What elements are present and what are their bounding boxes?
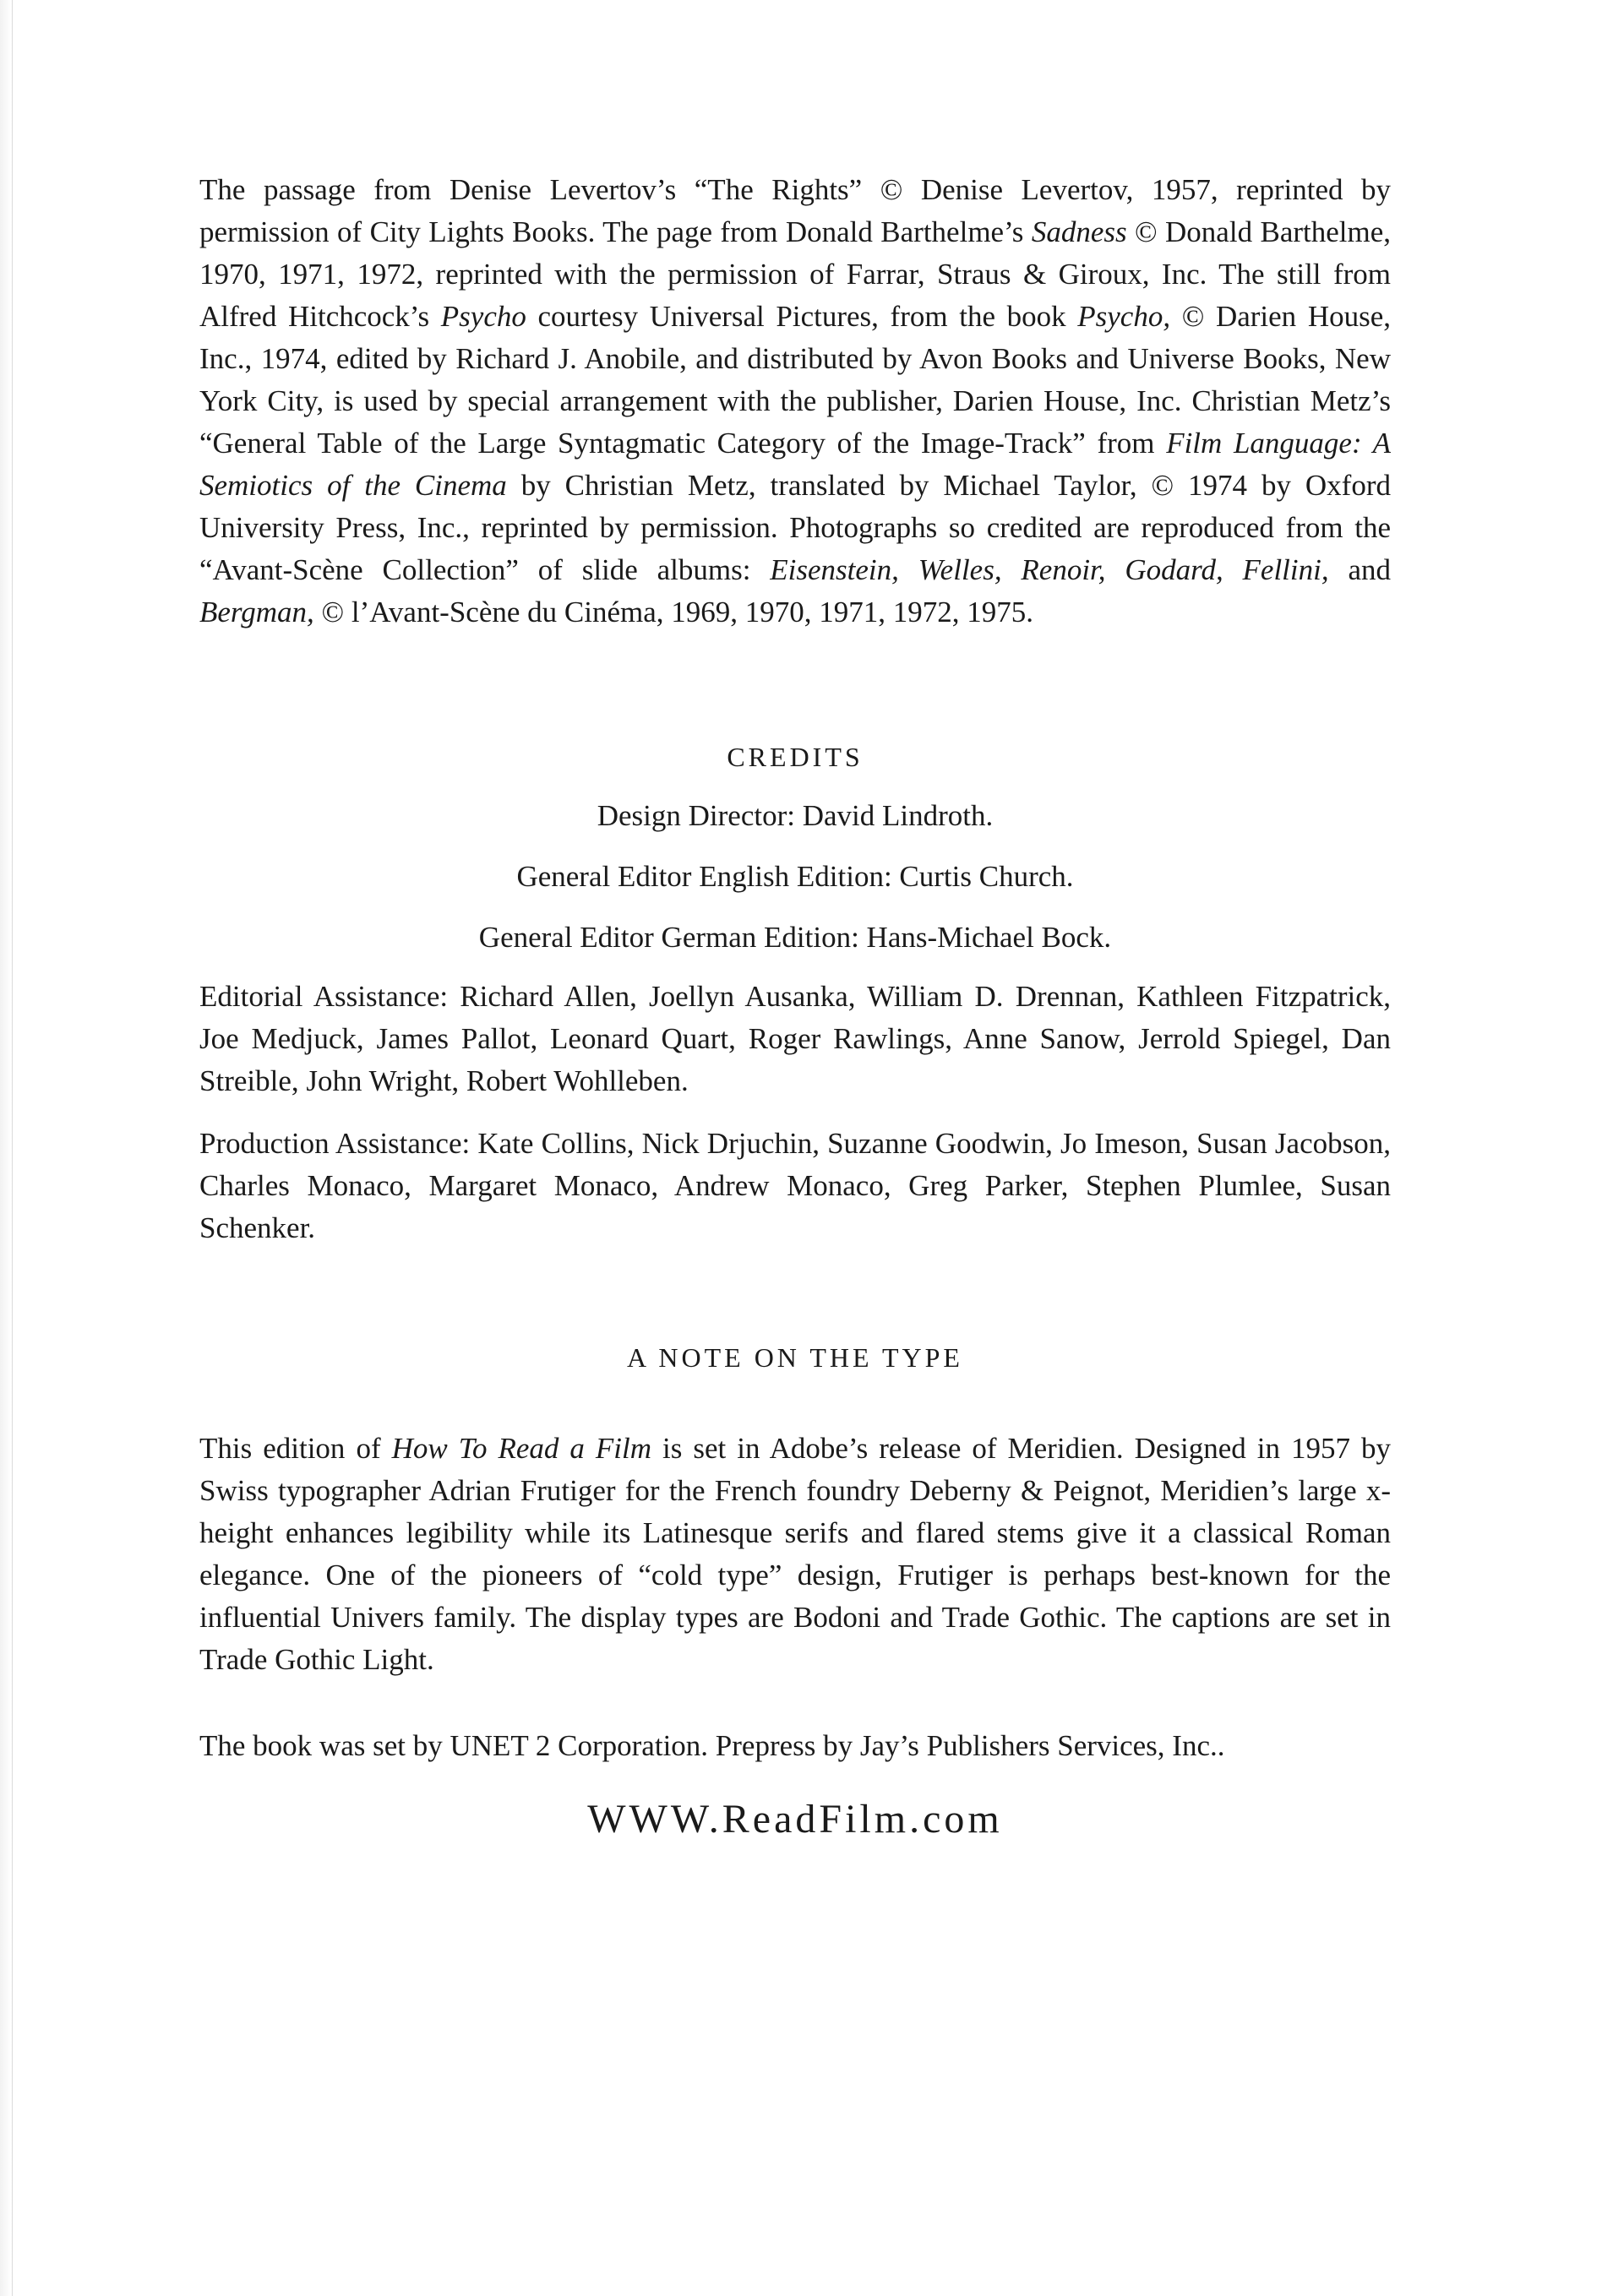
production-assistance: Production Assistance: Kate Collins, Nick Drjuchin, Suzanne Goodwin, Jo Imeson, Susan Jacobson, Charles Monaco, Margaret Monaco, Andrew Monaco, Greg Parker, Stephen Plumlee, Susan Schenker. [199, 1127, 1391, 1244]
colophon-page [199, 169, 1391, 1842]
typesetting-line: The book was set by UNET 2 Corporation. Prepress by Jay’s Publishers Services, Inc.. [199, 1729, 1225, 1762]
book-title: How To Read a Film [391, 1432, 652, 1465]
general-editor-german: General Editor German Edition: Hans-Michael Bock. [478, 921, 1112, 954]
permissions-paragraph: The passage from Denise Levertov’s “The Rights” © Denise Levertov, 1957, reprinted by permission of City Lights Books. The page from Donald Barthelme’s Sadness © Donald Barthelme, 1970, 1971, 1972, reprinted with the permission of Farrar, Straus & Giroux, Inc. The still from Alfred Hitchcock’s Psycho courtesy Universal Pictures, from the book Psycho, © Darien House, Inc., 1974, edited by Richard J. Anobile, and distributed by Avon Books and Universe Books, New York City, is used by special arrangement with the publisher, Darien House, Inc. Christian Metz’s “General Table of the Large Syntagmatic Category of the Image-Track” from Film Language: A Semiotics of the Cinema by Christian Metz, translated by Michael Taylor, © 1974 by Oxford University Press, Inc., reprinted by permission. Photographs so credited are reproduced from the “Avant-Scène Collection” of slide albums: Eisenstein, Welles, Renoir, Godard, Fellini, and Bergman, © l’Avant-Scène du Cinéma, 1969, 1970, 1971, 1972, 1975. [199, 173, 1392, 628]
website-url: WWW.ReadFilm.com [587, 1797, 1003, 1842]
credits-heading: CREDITS [727, 742, 864, 772]
title-psycho-book: Psycho, [1077, 300, 1171, 333]
title-film-language: Film Language: A Semiotics of the Cinema [199, 427, 1391, 502]
title-psycho: Psycho [440, 300, 526, 333]
type-note-paragraph: This edition of How To Read a Film is set in Adobe’s release of Meridien. Designed in 1957 by Swiss typographer Adrian Frutiger for the French foundry Deberny & Peignot, Meridien’s large x-height enhances legibility while its Latinesque serifs and flared stems give it a classical Roman elegance. One of the pioneers of “cold type” design, Frutiger is perhaps best-known for the influential Univers family. The display types are Bodoni and Trade Gothic. The captions are set in Trade Gothic Light. [199, 1432, 1392, 1676]
editorial-assistance: Editorial Assistance: Richard Allen, Joellyn Ausanka, William D. Drennan, Kathleen Fitzpatrick, Joe Medjuck, James Pallot, Leonard Quart, Roger Rawlings, Anne Sanow, Jerrold Spiegel, Dan Streible, John Wright, Robert Wohlleben. [199, 980, 1391, 1097]
design-director: Design Director: David Lindroth. [597, 799, 994, 832]
title-sadness: Sadness [1031, 215, 1127, 248]
scan-edge [0, 0, 13, 2296]
slide-album-titles: Eisenstein, Welles, Renoir, Godard, Fellini, [770, 553, 1329, 586]
title-bergman: Bergman, [199, 596, 314, 628]
type-note-heading: A NOTE ON THE TYPE [627, 1342, 963, 1373]
general-editor-english: General Editor English Edition: Curtis Church. [516, 860, 1074, 893]
